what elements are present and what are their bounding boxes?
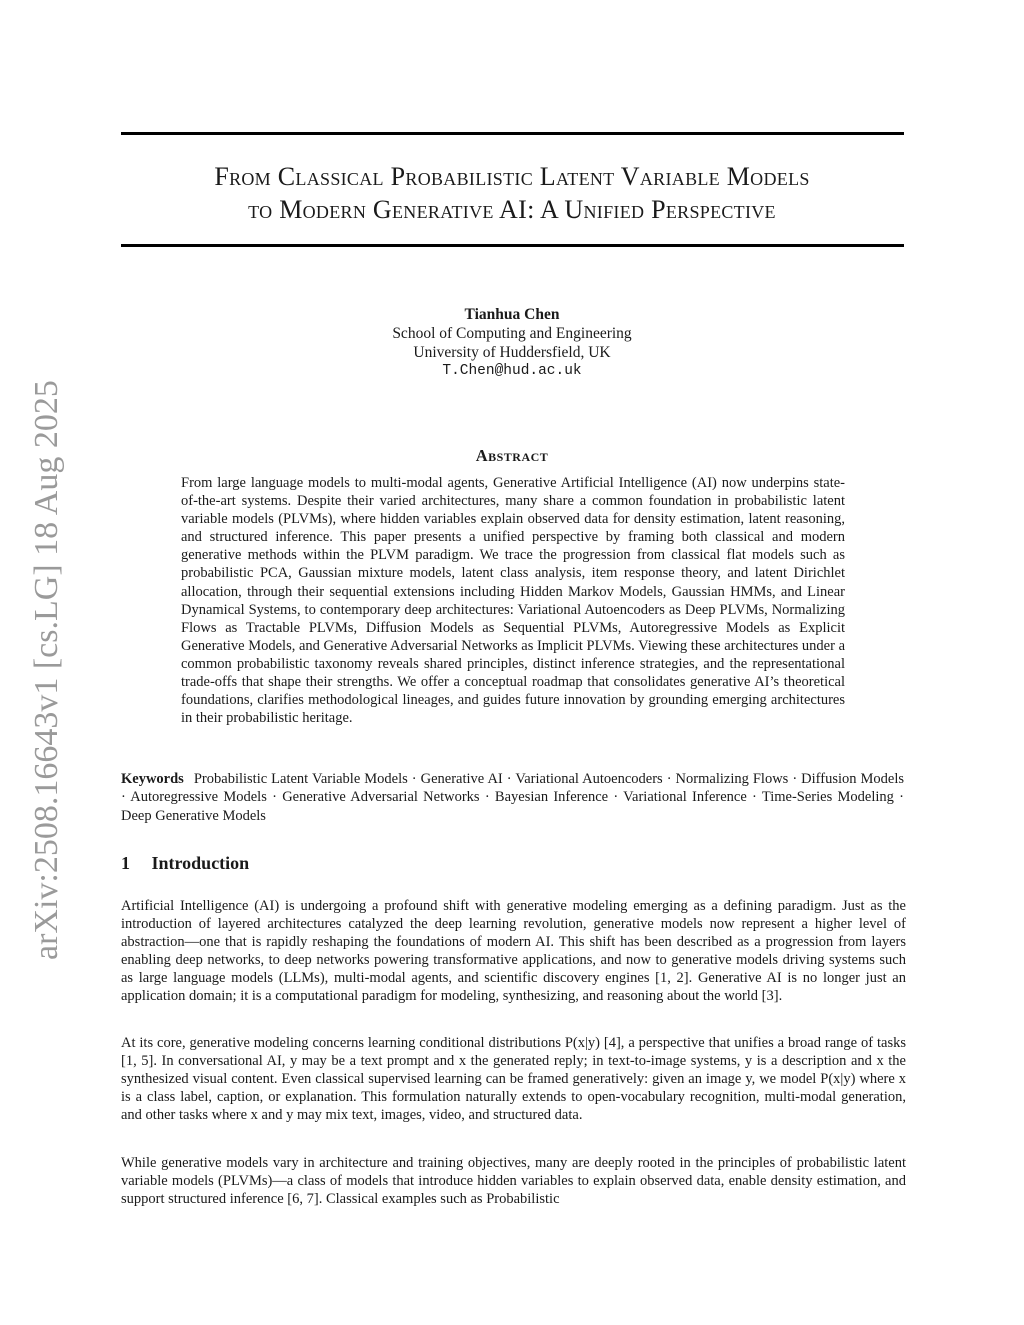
abstract-text: From large language models to multi-modal agents, Generative Artificial Intelligence (AI) now underpins state-of-the-art systems. Despite their varied architectures, many share a common foundation in probabilistic latent variable models (PLVMs), where hidden variables explain observed data for density estimation, latent reasoning, and structured inference. This paper presents a unified perspective by framing both classical and modern generative methods within the PLVM paradigm. We trace the progression from classical flat models such as probabilistic PCA, Gaussian mixture models, latent class analysis, item response theory, and latent Dirichlet allocation, through their sequential extensions including Hidden Markov Models, Gaussian HMMs, and Linear Dynamical Systems, to contemporary deep architectures: Variational Autoencoders as Deep PLVMs, Normalizing Flows as Tractable PLVMs, Diffusion Models as Sequential PLVMs, Autoregressive Models as Explicit Generative Models, and Generative Adversarial Networks as Implicit PLVMs. Viewing these architectures under a common probabilistic taxonomy reveals shared principles, distinct inference strategies, and the representational trade-offs that shape their strengths. We offer a conceptual roadmap that consolidates generative AI’s theoretical foundations, clarifies methodological lineages, and guides future innovation by grounding emerging architectures in their probabilistic heritage. [181, 475, 845, 727]
intro-paragraph-3: While generative models vary in architecture and training objectives, many are deeply rooted in the principles of probabilistic latent variable models (PLVMs)—a class of models that introduce hidden variables to explain observed data, enable density estimation, and support structured inference [6, 7]. Classical examples such as Probabilistic [121, 1155, 906, 1208]
intro-paragraph-2: At its core, generative modeling concerns learning conditional distributions P(x|y) [4], a perspective that unifies a broad range of tasks [1, 5]. In conversational AI, y may be a text prompt and x the generated reply; in text-to-image systems, y is a description and x the synthesized visual content. Even classical supervised learning can be framed generatively: given an image y, we model P(x|y) where x is a class label, caption, or explanation. This formulation naturally extends to open-vocabulary recognition, multi-modal generation, and other tasks where x and y may mix text, images, video, and structured data. [121, 1035, 906, 1124]
arxiv-sidebar-id: arXiv:2508.16643v1 [cs.LG] 18 Aug 2025 [28, 380, 65, 960]
abstract-heading: Abstract [475, 446, 549, 465]
keywords-text: Probabilistic Latent Variable Models · Generative AI · Variational Autoencoders · Normalizing Flows · Diffusion Models · Autoregressive Models · Generative Adversarial Networks · Bayesian Inference · Variational Inference · Time-Series Modeling · Deep Generative Models [121, 771, 905, 824]
author-block [262, 305, 762, 381]
author-university: University of Huddersfield, UK [413, 344, 611, 361]
paper-title-line-2: to Modern Generative AI: A Unified Perspective [248, 195, 776, 224]
title-bottom-rule [121, 244, 904, 247]
keywords-label: Keywords [121, 771, 184, 787]
section-heading-introduction [121, 853, 249, 874]
paper-title [100, 160, 924, 226]
intro-paragraph-1: Artificial Intelligence (AI) is undergoing a profound shift with generative modeling emerging as a defining paradigm. Just as the introduction of layered architectures catalyzed the deep learning revolution, generative models now represent a higher level of abstraction—one that is rapidly reshaping the foundations of modern AI. This shift has been described as a progression from layers enabling deep networks, to deep networks powering transformative applications, and now to generative models driving systems such as large language models (LLMs), multi-modal agents, and scientific discovery engines [1, 2]. Generative AI is no longer just an application domain; it is a computational paradigm for modeling, synthesizing, and reasoning about the world [3]. [121, 898, 906, 1005]
title-top-rule [121, 132, 904, 135]
author-email[interactable]: T.Chen@hud.ac.uk [442, 363, 582, 379]
keywords-block [121, 770, 904, 825]
author-name: Tianhua Chen [464, 306, 560, 323]
section-number: 1 [121, 853, 130, 873]
section-title: Introduction [151, 853, 250, 873]
paper-title-line-1: From Classical Probabilistic Latent Variable Models [214, 162, 810, 191]
author-department: School of Computing and Engineering [392, 325, 632, 342]
